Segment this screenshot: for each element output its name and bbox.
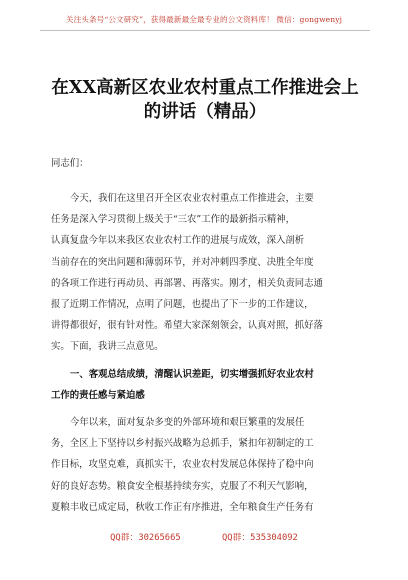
paragraph-line: 任务是深入学习贯彻上级关于“三农”工作的最新指示精神，: [51, 214, 295, 226]
paragraph-line: 的各项工作进行再动员、再部署、再落实。刚才，相关负责同志通: [51, 277, 323, 289]
paragraph-line: 报了近期工作情况，点明了问题，也提出了下一步的工作建议，: [51, 299, 314, 311]
paragraph-line: 今天，我们在这里召开全区农业农村重点工作推进会，主要: [70, 193, 314, 204]
footer-contact-bar: [0, 530, 408, 546]
document-body: [51, 188, 357, 518]
section-heading-line: 一、客观总结成绩，清醒认识差距，切实增强抓好农业农村: [70, 368, 314, 380]
section-heading-line: 工作的责任感与紧迫感: [51, 389, 145, 401]
paragraph-line: 认真复盘今年以来我区农业农村工作的进展与成效，深入剖析: [51, 235, 305, 247]
paragraph-line: 作目标，攻坚克难，真抓实干，农业农村发展总体保持了稳中向: [51, 459, 314, 471]
paragraph-line: 讲得都很好，很有针对性。希望大家深刻领会，认真对照，抓好落: [51, 320, 323, 332]
paragraph-line: 务，全区上下坚持以乡村振兴战略为总抓手，紧扣年初制定的工: [51, 438, 314, 450]
title-line: 的讲话（精品）: [143, 102, 267, 122]
paragraph-line: 实。下面，我讲三点意见。: [51, 341, 164, 353]
footer-qq-group-2: QQ群：535304092: [222, 533, 298, 543]
paragraph-line: 夏粮丰收已成定局，秋收工作正有序推进，全年粮食生产任务有: [51, 501, 314, 513]
header-divider: [40, 30, 370, 31]
document-title: [40, 76, 370, 124]
header-banner: 关注头条号“公文研究”，获得最新最全最专业的公文资料库！ 微信：gongwenyj: [65, 15, 343, 24]
paragraph-line: 今年以来，面对复杂多变的外部环境和艰巨繁重的发展任: [70, 417, 305, 429]
paragraph-line: 好的良好态势。粮食安全根基持续夯实，克服了不利天气影响，: [51, 480, 314, 492]
title-line: 在XX高新区农业农村重点工作推进会上: [51, 78, 359, 98]
paragraph-line: 当前存在的突出问题和薄弱环节，并对冲刺四季度、决胜全年度: [51, 256, 314, 268]
greeting: 同志们：: [51, 158, 89, 169]
footer-qq-group-1: QQ群：30265665: [110, 533, 181, 543]
